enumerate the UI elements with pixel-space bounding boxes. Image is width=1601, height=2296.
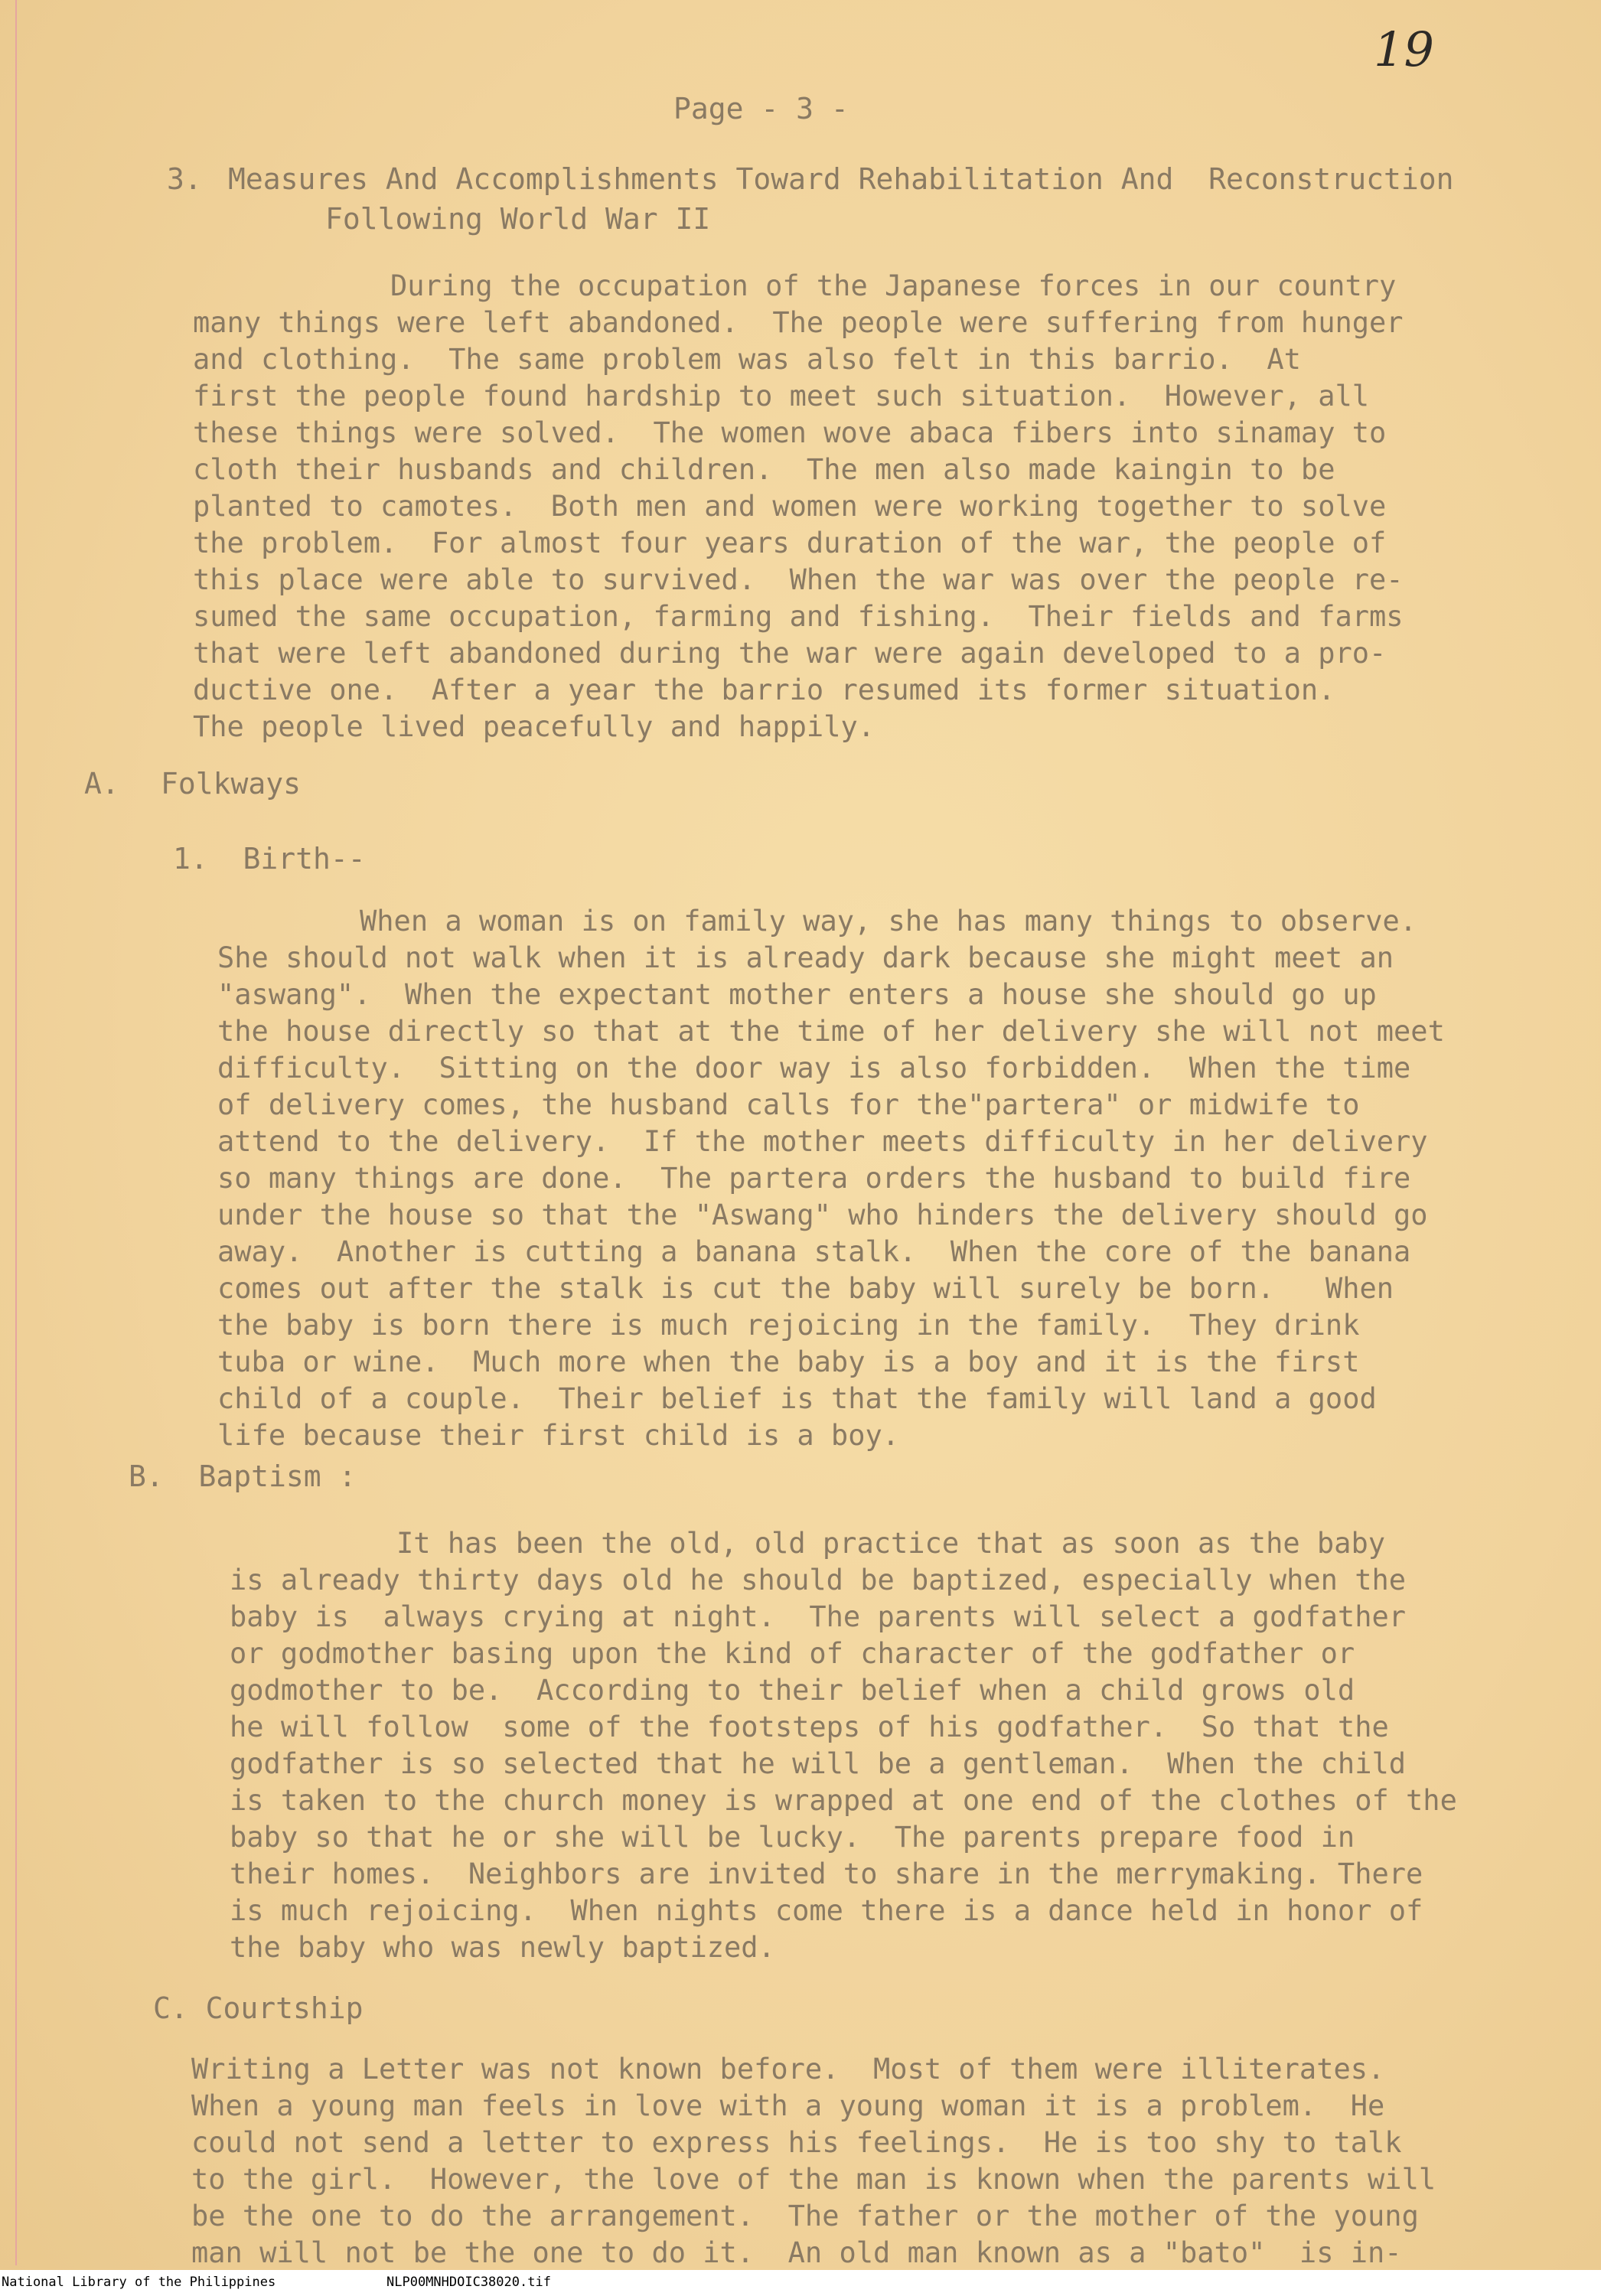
text-line: planted to camotes. Both men and women were working together to solve (193, 490, 1387, 523)
margin-rule (15, 0, 17, 2265)
text-line: that were left abandoned during the war were again developed to a pro- (193, 637, 1387, 670)
birth-heading: 1. Birth-- (173, 842, 366, 876)
text-line: of delivery comes, the husband calls for the"partera" or midwife to (217, 1088, 1360, 1121)
text-line: difficulty. Sitting on the door way is also forbidden. When the time (217, 1052, 1411, 1084)
text-line: their homes. Neighbors are invited to share in the merrymaking. There (230, 1857, 1423, 1890)
text-line: tuba or wine. Much more when the baby is a boy and it is the first (217, 1345, 1360, 1378)
text-line: he will follow some of the footsteps of his godfather. So that the (230, 1711, 1389, 1743)
footer-library: National Library of the Philippines (2, 2275, 276, 2290)
text-line: be the one to do the arrangement. The father or the mother of the young (191, 2200, 1419, 2232)
text-line: baby is always crying at night. The parents will select a godfather (230, 1600, 1407, 1633)
birth-paragraph (217, 903, 1445, 1454)
text-line: Writing a Letter was not known before. Most of them were illiterates. (191, 2053, 1385, 2086)
text-line: these things were solved. The women wove abaca fibers into sinamay to (193, 416, 1387, 449)
folkways-letter: A. (84, 767, 119, 801)
footer-filename: NLP00MNHDOIC38020.tif (386, 2275, 551, 2290)
text-line: the baby is born there is much rejoicing in the family. They drink (217, 1309, 1360, 1342)
text-line: is much rejoicing. When nights come there is a dance held in honor of (230, 1894, 1423, 1927)
text-line: to the girl. However, the love of the man is known when the parents will (191, 2163, 1436, 2196)
text-line: the house directly so that at the time of her delivery she will not meet (217, 1015, 1445, 1048)
folkways-title: Folkways (161, 767, 302, 801)
text-line: When a woman is on family way, she has many things to observe. (360, 905, 1417, 938)
text-line: and clothing. The same problem was also felt in this barrio. At (193, 343, 1301, 376)
text-line: During the occupation of the Japanese forces in our country (390, 269, 1397, 302)
text-line: attend to the delivery. If the mother meets difficulty in her delivery (217, 1125, 1428, 1158)
text-line: The people lived peacefully and happily. (193, 710, 875, 743)
text-line: godfather is so selected that he will be a gentleman. When the child (230, 1747, 1407, 1780)
handwritten-page-number: 19 (1374, 21, 1434, 77)
baptism-paragraph (230, 1525, 1457, 1966)
text-line: is already thirty days old he should be baptized, especially when the (230, 1564, 1407, 1596)
text-line: "aswang". When the expectant mother enters a house she should go up (217, 978, 1377, 1011)
text-line: life because their first child is a boy. (217, 1419, 900, 1452)
text-line: man will not be the one to do it. An old man known as a "bato" is in- (191, 2236, 1402, 2269)
text-line: so many things are done. The partera orders the husband to build fire (217, 1162, 1411, 1195)
text-line: first the people found hardship to meet such situation. However, all (193, 380, 1370, 413)
text-line: many things were left abandoned. The people were suffering from hunger (193, 306, 1404, 339)
text-line: cloth their husbands and children. The men also made kaingin to be (193, 453, 1335, 486)
text-line: this place were able to survived. When the war was over the people re- (193, 563, 1404, 596)
text-line: She should not walk when it is already dark because she might meet an (217, 941, 1394, 974)
text-line: is taken to the church money is wrapped at one end of the clothes of the (230, 1784, 1457, 1817)
page-label: Page - 3 - (673, 92, 849, 126)
baptism-heading: B. Baptism : (129, 1459, 357, 1493)
text-line: baby so that he or she will be lucky. The parents prepare food in (230, 1821, 1355, 1854)
scan-footer (0, 2270, 1601, 2296)
section-title-line2: Following World War II (325, 202, 711, 236)
text-line: It has been the old, old practice that as soon as the baby (396, 1527, 1386, 1560)
section-number: 3. (167, 162, 202, 196)
section3-paragraph (193, 268, 1404, 745)
courtship-paragraph (191, 2051, 1436, 2272)
text-line: When a young man feels in love with a young woman it is a problem. He (191, 2089, 1385, 2122)
text-line: could not send a letter to express his feelings. He is too shy to talk (191, 2126, 1402, 2159)
text-line: the baby who was newly baptized. (230, 1931, 775, 1964)
text-line: godmother to be. According to their belief when a child grows old (230, 1674, 1355, 1707)
text-line: sumed the same occupation, farming and fishing. Their fields and farms (193, 600, 1404, 633)
section-title-line1: Measures And Accomplishments Toward Rehabilitation And Reconstruction (228, 162, 1454, 196)
text-line: comes out after the stalk is cut the baby will surely be born. When (217, 1272, 1394, 1305)
text-line: or godmother basing upon the kind of character of the godfather or (230, 1637, 1355, 1670)
text-line: under the house so that the "Aswang" who hinders the delivery should go (217, 1199, 1428, 1231)
courtship-heading: C. Courtship (153, 1991, 364, 2025)
text-line: ductive one. After a year the barrio resumed its former situation. (193, 673, 1335, 706)
text-line: child of a couple. Their belief is that the family will land a good (217, 1382, 1377, 1415)
text-line: away. Another is cutting a banana stalk. When the core of the banana (217, 1235, 1411, 1268)
text-line: the problem. For almost four years duration of the war, the people of (193, 527, 1387, 559)
